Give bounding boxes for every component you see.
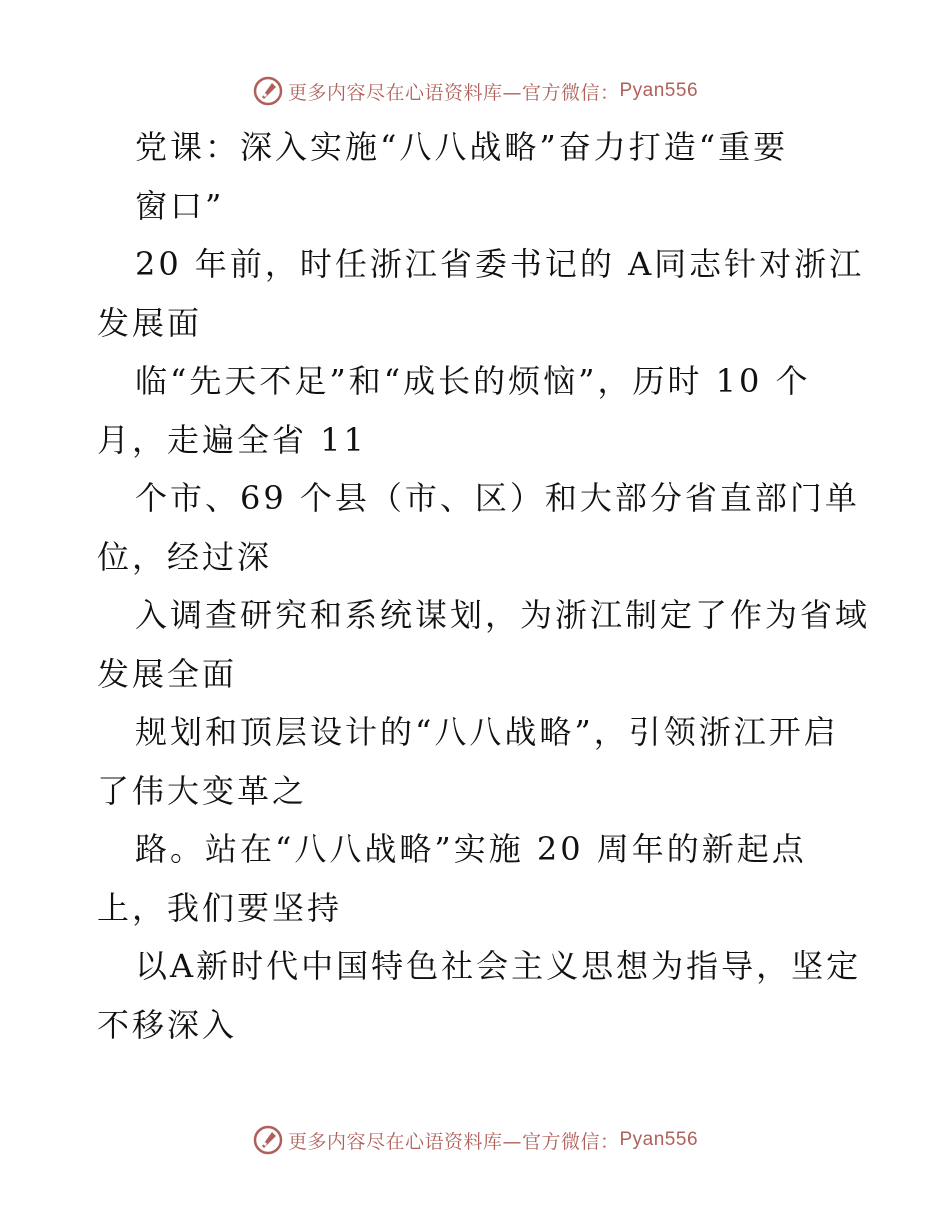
document-body xyxy=(97,118,871,1054)
pen-nib-icon xyxy=(252,1124,284,1156)
paragraph-line: 以A新时代中国特色社会主义思想为指导，坚定 xyxy=(135,947,862,985)
paragraph-line: 20 年前，时任浙江省委书记的 A同志针对浙江 xyxy=(135,245,865,283)
paragraph-line: 发展全面 xyxy=(97,654,238,693)
paragraph-line: 上，我们要坚持 xyxy=(97,888,343,927)
paragraph-line: 发展面 xyxy=(97,303,203,342)
footer-watermark xyxy=(0,1120,950,1160)
watermark-text: 更多内容尽在心语资料库—官方微信： xyxy=(287,1130,620,1153)
header-watermark xyxy=(0,71,950,111)
pen-nib-icon xyxy=(252,75,284,107)
title-line-1: 党课：深入实施“八八战略”奋力打造“重要 xyxy=(135,128,789,166)
paragraph-line: 规划和顶层设计的“八八战略”，引领浙江开启 xyxy=(135,713,839,751)
paragraph-line: 临“先天不足”和“成长的烦恼”，历时 10 个 xyxy=(135,362,811,400)
watermark-wechat-id: Pyan556 xyxy=(619,1129,699,1150)
watermark-text: 更多内容尽在心语资料库—官方微信： xyxy=(287,81,620,104)
paragraph-line: 不移深入 xyxy=(97,1005,238,1044)
paragraph-line: 了伟大变革之 xyxy=(97,771,308,810)
paragraph-line: 入调查研究和系统谋划，为浙江制定了作为省域 xyxy=(135,596,871,634)
title-line-2: 窗口” xyxy=(135,186,225,225)
paragraph-line: 个市、69 个县（市、区）和大部分省直部门单 xyxy=(135,479,860,517)
paragraph-line: 月，走遍全省 11 xyxy=(97,420,367,459)
paragraph-line: 路。站在“八八战略”实施 20 周年的新起点 xyxy=(135,830,807,868)
paragraph-line: 位，经过深 xyxy=(97,537,273,576)
watermark-wechat-id: Pyan556 xyxy=(619,80,699,101)
